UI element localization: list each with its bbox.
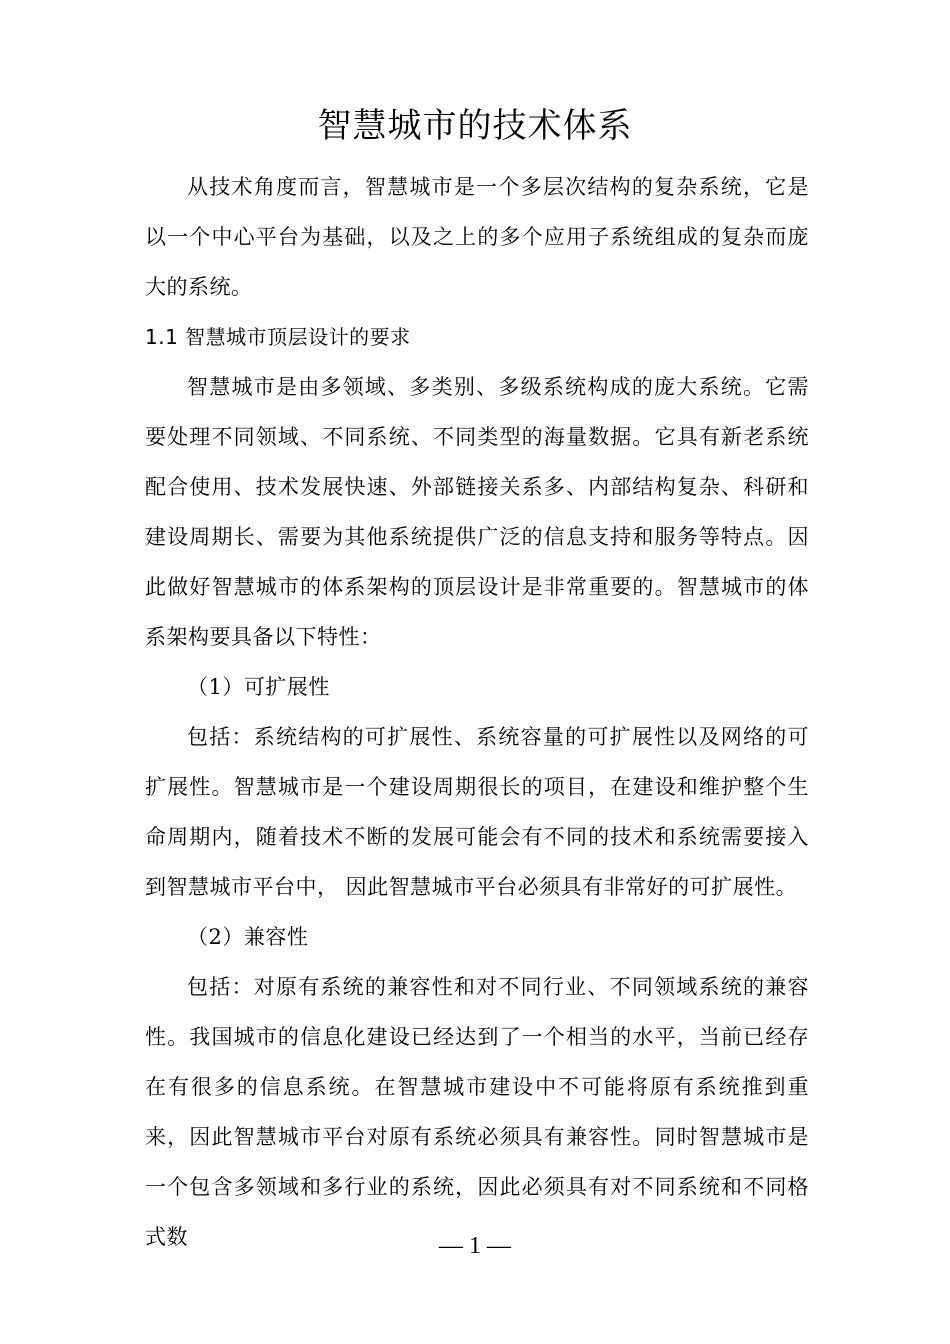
item-label-compatibility: （2）兼容性 xyxy=(187,925,309,949)
item-text-scalability: 包括：系统结构的可扩展性、系统容量的可扩展性以及网络的可扩展性。智慧城市是一个建设周期很长的项目，在建设和维护整个生命周期内，随着技术不断的发展可能会有不同的技术和系统需要接入到智慧城市平台中， 因此智慧城市平台必须具有非常好的可扩展性。 xyxy=(145,725,809,899)
document-title: 智慧城市的技术体系 xyxy=(317,106,633,146)
page-number: — 1 — xyxy=(439,1233,511,1259)
intro-paragraph: 从技术角度而言，智慧城市是一个多层次结构的复杂系统，它是以一个中心平台为基础，以及之上的多个应用子系统组成的复杂而庞大的系统。 xyxy=(145,175,809,299)
section-paragraph: 智慧城市是由多领域、多类别、多级系统构成的庞大系统。它需要处理不同领域、不同系统、不同类型的海量数据。它具有新老系统配合使用、技术发展快速、外部链接关系多、内部结构复杂、科研和建设周期长、需要为其他系统提供广泛的信息支持和服务等特点。因此做好智慧城市的体系架构的顶层设计是非常重要的。智慧城市的体系架构要具备以下特性： xyxy=(145,375,809,649)
document-body xyxy=(145,162,809,1262)
item-text-compatibility: 包括：对原有系统的兼容性和对不同行业、不同领域系统的兼容性。我国城市的信息化建设已经达到了一个相当的水平，当前已经存在有很多的信息系统。在智慧城市建设中不可能将原有系统推到重来，因此智慧城市平台对原有系统必须具有兼容性。同时智慧城市是一个包含多领域和多行业的系统，因此必须具有对不同系统和不同格式数 xyxy=(145,975,809,1249)
section-heading: 1.1 智慧城市顶层设计的要求 xyxy=(145,325,411,349)
item-label-scalability: （1）可扩展性 xyxy=(187,675,330,699)
